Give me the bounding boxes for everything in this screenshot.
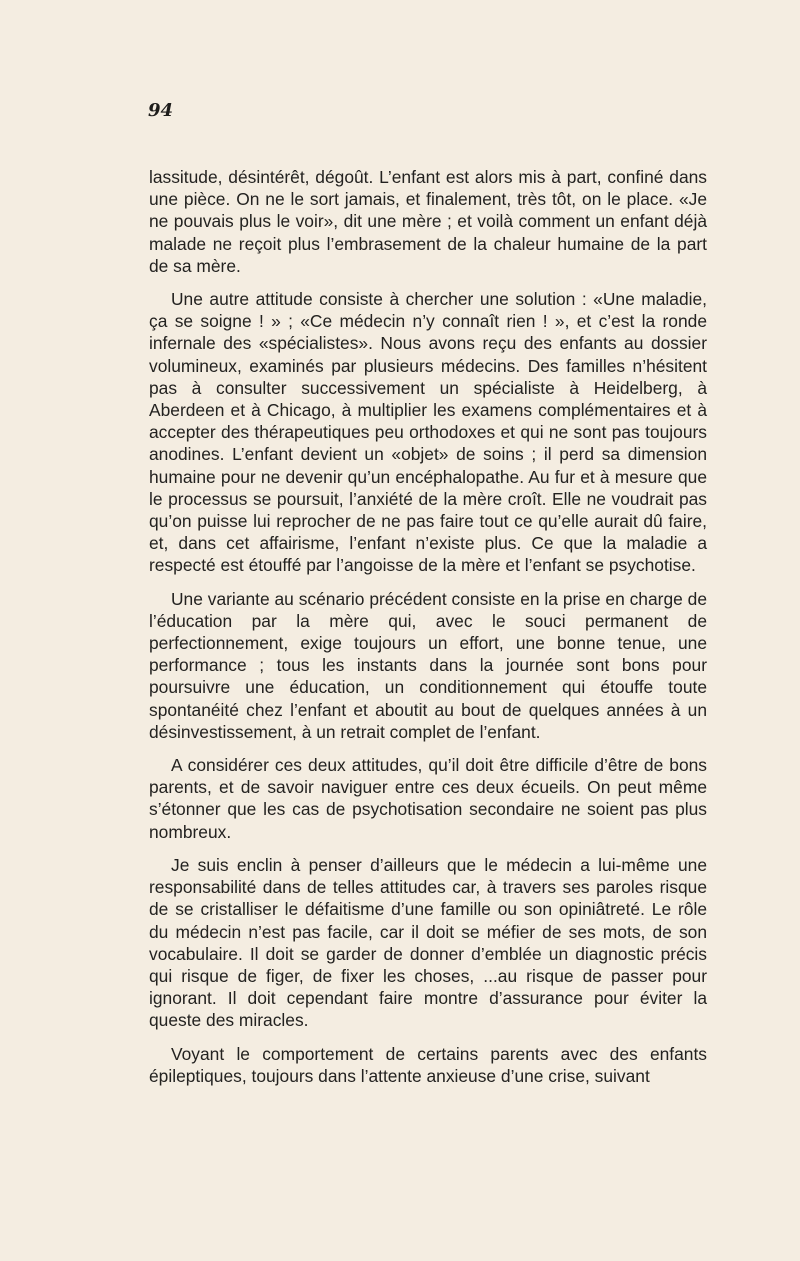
- paragraph-3: Une variante au scénario précédent consiste en la prise en charge de l’éducation par la mère qui, avec le souci permanent de perfectionnement, exige toujours un effort, une bonne tenue, une performance ; tous les instants dans la journée sont bons pour poursuivre une éducation, un conditionnement qui étouffe toute spontanéité chez l’enfant et aboutit au bout de quelques années à un désinvestissement, à un retrait complet de l’enfant.: [149, 588, 707, 742]
- paragraph-2: Une autre attitude consiste à chercher une solution : «Une maladie, ça se soigne ! » ; «Ce médecin n’y connaît rien ! », et c’est la ronde infernale des «spécialistes». Nous avons reçu des enfants au dossier volumineux, examinés par plusieurs médecins. Des familles n’hésitent pas à consulter successivement un spécialiste à Heidelberg, à Aberdeen et à Chicago, à multiplier les examens complémentaires et à accepter des thérapeutiques peu orthodoxes et qui ne sont pas toujours anodines. L’enfant devient un «objet» de soins ; il perd sa dimension humaine pour ne devenir qu’un encéphalopathe. Au fur et à mesure que le processus se poursuit, l’anxiété de la mère croît. Elle ne voudrait pas qu’on puisse lui reprocher de ne pas faire tout ce qu’elle aurait dû faire, et, dans cet affairisme, l’enfant n’existe plus. Ce que la maladie a respecté est étouffé par l’angoisse de la mère et l’enfant se psychotise.: [149, 289, 707, 576]
- page-number: 94: [148, 100, 174, 121]
- paragraph-4: A considérer ces deux attitudes, qu’il doit être difficile d’être de bons parents, et de savoir naviguer entre ces deux écueils. On peut même s’étonner que les cas de psychotisation secondaire ne soient pas plus nombreux.: [149, 755, 707, 842]
- paragraph-6: Voyant le comportement de certains parents avec des enfants épileptiques, toujours dans l’attente anxieuse d’une crise, suivant: [149, 1043, 707, 1086]
- paragraph-1: lassitude, désintérêt, dégoût. L’enfant est alors mis à part, confiné dans une pièce. On ne le sort jamais, et finalement, très tôt, on le place. «Je ne pouvais plus le voir», dit une mère ; et voilà comment un enfant déjà malade ne reçoit plus l’embrasement de la chaleur humaine de la part de sa mère.: [149, 167, 707, 276]
- body-text: [149, 166, 707, 1098]
- paragraph-5: Je suis enclin à penser d’ailleurs que le médecin a lui-même une responsabilité dans de telles attitudes car, à travers ses paroles risque de se cristalliser le défaitisme d’une famille ou son opiniâtreté. Le rôle du médecin n’est pas facile, car il doit se méfier de ses mots, de son vocabulaire. Il doit se garder de donner d’emblée un diagnostic précis qui risque de figer, de fixer les choses, ...au risque de passer pour ignorant. Il doit cependant faire montre d’assurance pour éviter la queste des miracles.: [149, 854, 707, 1031]
